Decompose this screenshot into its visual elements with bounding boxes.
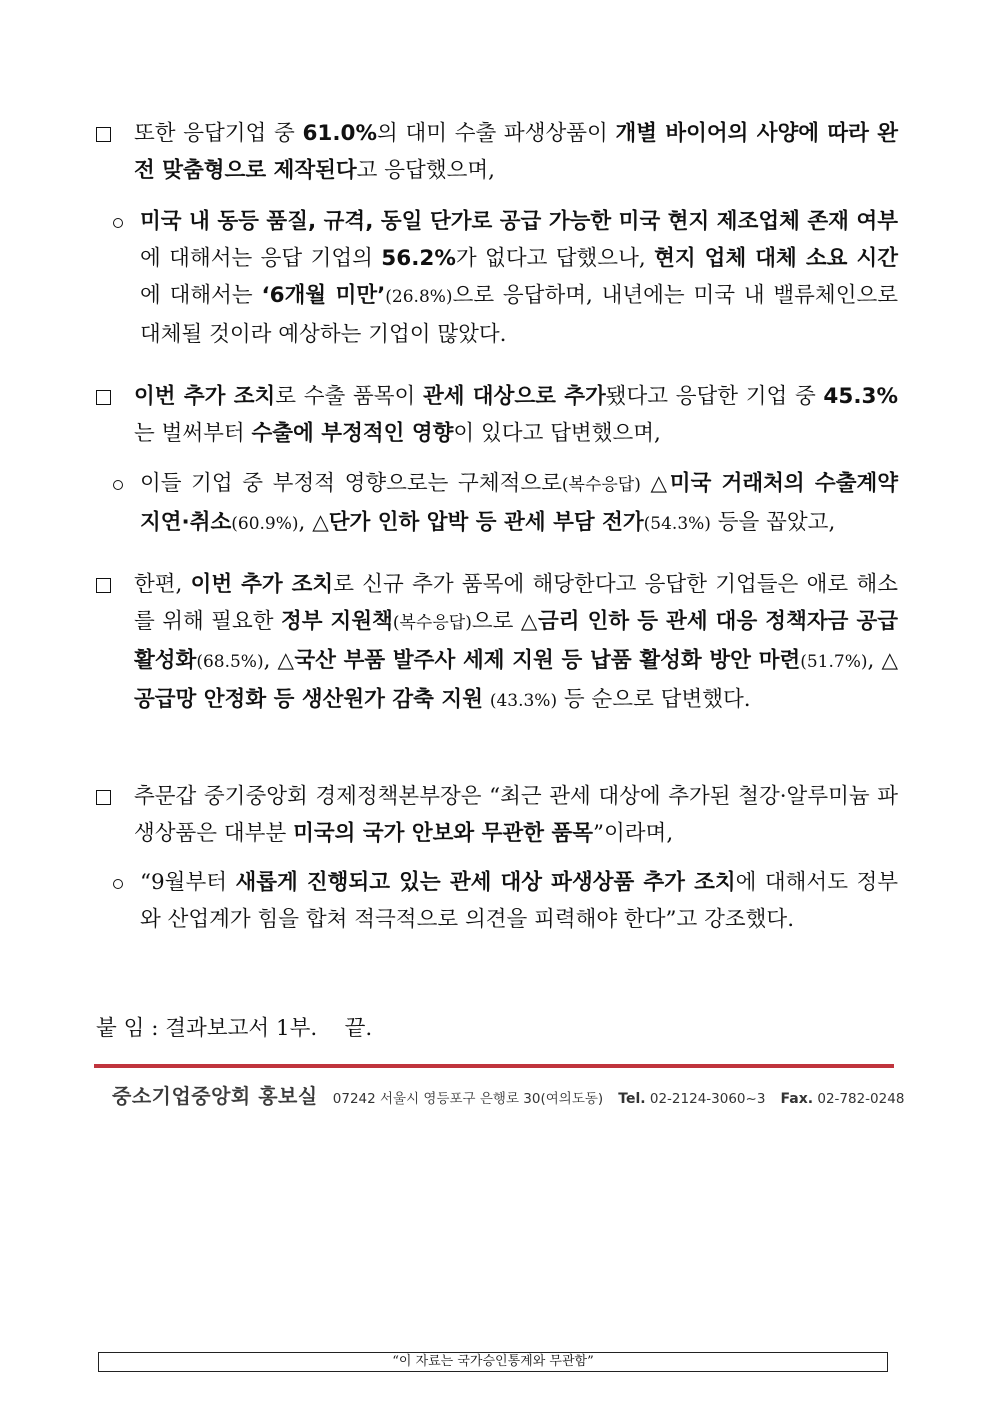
paragraph-tariff-custom-products xyxy=(96,115,898,189)
footer-divider xyxy=(94,1064,894,1068)
body-text: 추문갑 중기중앙회 경제정책본부장은 “최근 관세 대상에 추가된 철강·알루미늄 파생상품은 대부분 xyxy=(134,784,898,846)
body-text: 로 수출 품목이 xyxy=(275,384,423,409)
paragraph-official-quote xyxy=(110,864,898,938)
square-bullet-icon xyxy=(96,778,126,817)
emphasis-text: 이번 추가 조치 xyxy=(190,572,334,597)
emphasis-text: 미국의 국가 안보와 무관한 품목 xyxy=(293,821,594,846)
emphasis-text: 61.0% xyxy=(302,121,378,146)
emphasis-text: △금리 인하 등 관세 대응 정책자금 공급 활성화 xyxy=(134,609,899,673)
paragraph-text xyxy=(134,115,898,189)
paragraph-text xyxy=(134,778,898,852)
emphasis-text: 개별 바이어의 사양에 따라 완전 맞춤형으로 제작된다 xyxy=(134,121,899,183)
circle-bullet-icon xyxy=(110,203,140,240)
paragraph-text xyxy=(134,378,898,452)
square-bullet-icon xyxy=(96,378,126,417)
circle-bullet-icon xyxy=(110,465,140,502)
paragraph-text xyxy=(140,465,898,543)
body-text: 등을 꼽았고, xyxy=(710,510,836,535)
body-text: (복수응답) xyxy=(392,613,472,633)
body-text: (복수응답) xyxy=(561,475,641,495)
body-text: 고 응답했으며, xyxy=(356,158,495,183)
paragraph-text xyxy=(140,864,898,938)
body-text: , xyxy=(867,648,882,673)
footer-fax xyxy=(781,1091,905,1107)
emphasis-text: 현지 업체 대체 소요 시간 xyxy=(654,246,898,271)
tel-label: Tel. xyxy=(618,1091,646,1107)
body-text: 이 있다고 답변했으며, xyxy=(453,421,661,446)
body-text: 에 대해서는 xyxy=(140,283,262,308)
paragraph-text xyxy=(140,203,898,353)
body-text: (51.7%) xyxy=(800,652,868,672)
body-text: , xyxy=(298,510,313,535)
emphasis-text: 새롭게 진행되고 있는 관세 대상 파생상품 추가 조치 xyxy=(235,870,736,895)
body-text: 에 대해서도 정부와 산업계가 힘을 합쳐 적극적으로 의견을 피력해야 한다”고 강조했다. xyxy=(140,870,898,932)
square-bullet-icon xyxy=(96,566,126,605)
body-text: ”이라며, xyxy=(593,821,674,846)
body-text: (68.5%) xyxy=(196,652,264,672)
emphasis-text: ‘6개월 미만’ xyxy=(261,283,386,308)
body-text: 가 없다고 답했으나, xyxy=(455,246,655,271)
footer-organization: 중소기업중앙회 홍보실 xyxy=(112,1084,318,1108)
paragraph-negative-impact xyxy=(96,378,898,452)
emphasis-text: 수출에 부정적인 영향 xyxy=(251,421,454,446)
body-text: (43.3%) xyxy=(489,691,558,711)
body-text: “9월부터 xyxy=(140,870,236,895)
body-text: 또한 응답기업 중 xyxy=(134,121,303,146)
emphasis-text: 56.2% xyxy=(381,246,456,271)
emphasis-text: △국산 부품 발주사 세제 지원 등 납품 활성화 방안 마련 xyxy=(277,648,801,673)
body-text: 등 순으로 답변했다. xyxy=(557,687,751,712)
body-text: 한편, xyxy=(134,572,191,597)
body-text: 에 대해서는 응답 기업의 xyxy=(140,246,382,271)
body-text: (26.8%) xyxy=(385,287,453,307)
emphasis-text: 이번 추가 조치 xyxy=(134,384,276,409)
body-text: 로 신규 추가 품목에 해당한다고 응답한 기업들은 애로 해소를 위해 필요한 xyxy=(134,572,898,634)
circle-bullet-icon xyxy=(110,864,140,901)
statistics-notice: “이 자료는 국가승인통계와 무관함” xyxy=(98,1352,888,1372)
body-text: (54.3%) xyxy=(643,514,711,534)
body-text xyxy=(483,687,490,712)
square-bullet-icon xyxy=(96,115,126,154)
fax-number: 02-782-0248 xyxy=(817,1091,905,1107)
paragraph-local-manufacturer xyxy=(110,203,898,353)
body-text: 으로 응답하며, 내년에는 미국 내 밸류체인으로 대체될 것이라 예상하는 기업이 많았다. xyxy=(140,283,899,347)
tel-number: 02-2124-3060~3 xyxy=(649,1091,766,1107)
body-text: 으로 xyxy=(471,609,521,634)
fax-label: Fax. xyxy=(780,1091,814,1107)
paragraph-text xyxy=(134,566,898,720)
footer-address: 07242 서울시 영등포구 은행로 30(여의도동) xyxy=(332,1091,604,1107)
emphasis-text: 관세 대상으로 추가 xyxy=(422,384,606,409)
footer xyxy=(112,1080,904,1114)
emphasis-text: △공급망 안정화 등 생산원가 감축 지원 xyxy=(134,648,898,712)
attachment-note: 붙 임 : 결과보고서 1부. 끝. xyxy=(96,1016,373,1041)
body-text: 의 대미 수출 파생상품이 xyxy=(377,121,616,146)
emphasis-text: △단가 인하 압박 등 관세 부담 전가 xyxy=(312,510,644,535)
footer-telephone xyxy=(618,1091,765,1107)
body-text: 는 벌써부터 xyxy=(134,421,252,446)
paragraph-government-support xyxy=(96,566,898,720)
emphasis-text: 미국 내 동등 품질, 규격, 동일 단가로 공급 가능한 미국 현지 제조업체 존재 여부 xyxy=(140,209,898,234)
body-text: 됐다고 응답한 기업 중 xyxy=(605,384,824,409)
body-text: , xyxy=(263,648,278,673)
emphasis-text: 45.3% xyxy=(823,384,898,409)
paragraph-impact-details xyxy=(110,465,898,543)
body-text: (60.9%) xyxy=(231,514,299,534)
paragraph-official-statement xyxy=(96,778,898,852)
emphasis-text: 정부 지원책 xyxy=(280,609,393,634)
body-text: 이들 기업 중 부정적 영향으로는 구체적으로 xyxy=(140,471,562,496)
emphasis-text: △미국 거래처의 수출계약 지연·취소 xyxy=(140,471,899,535)
